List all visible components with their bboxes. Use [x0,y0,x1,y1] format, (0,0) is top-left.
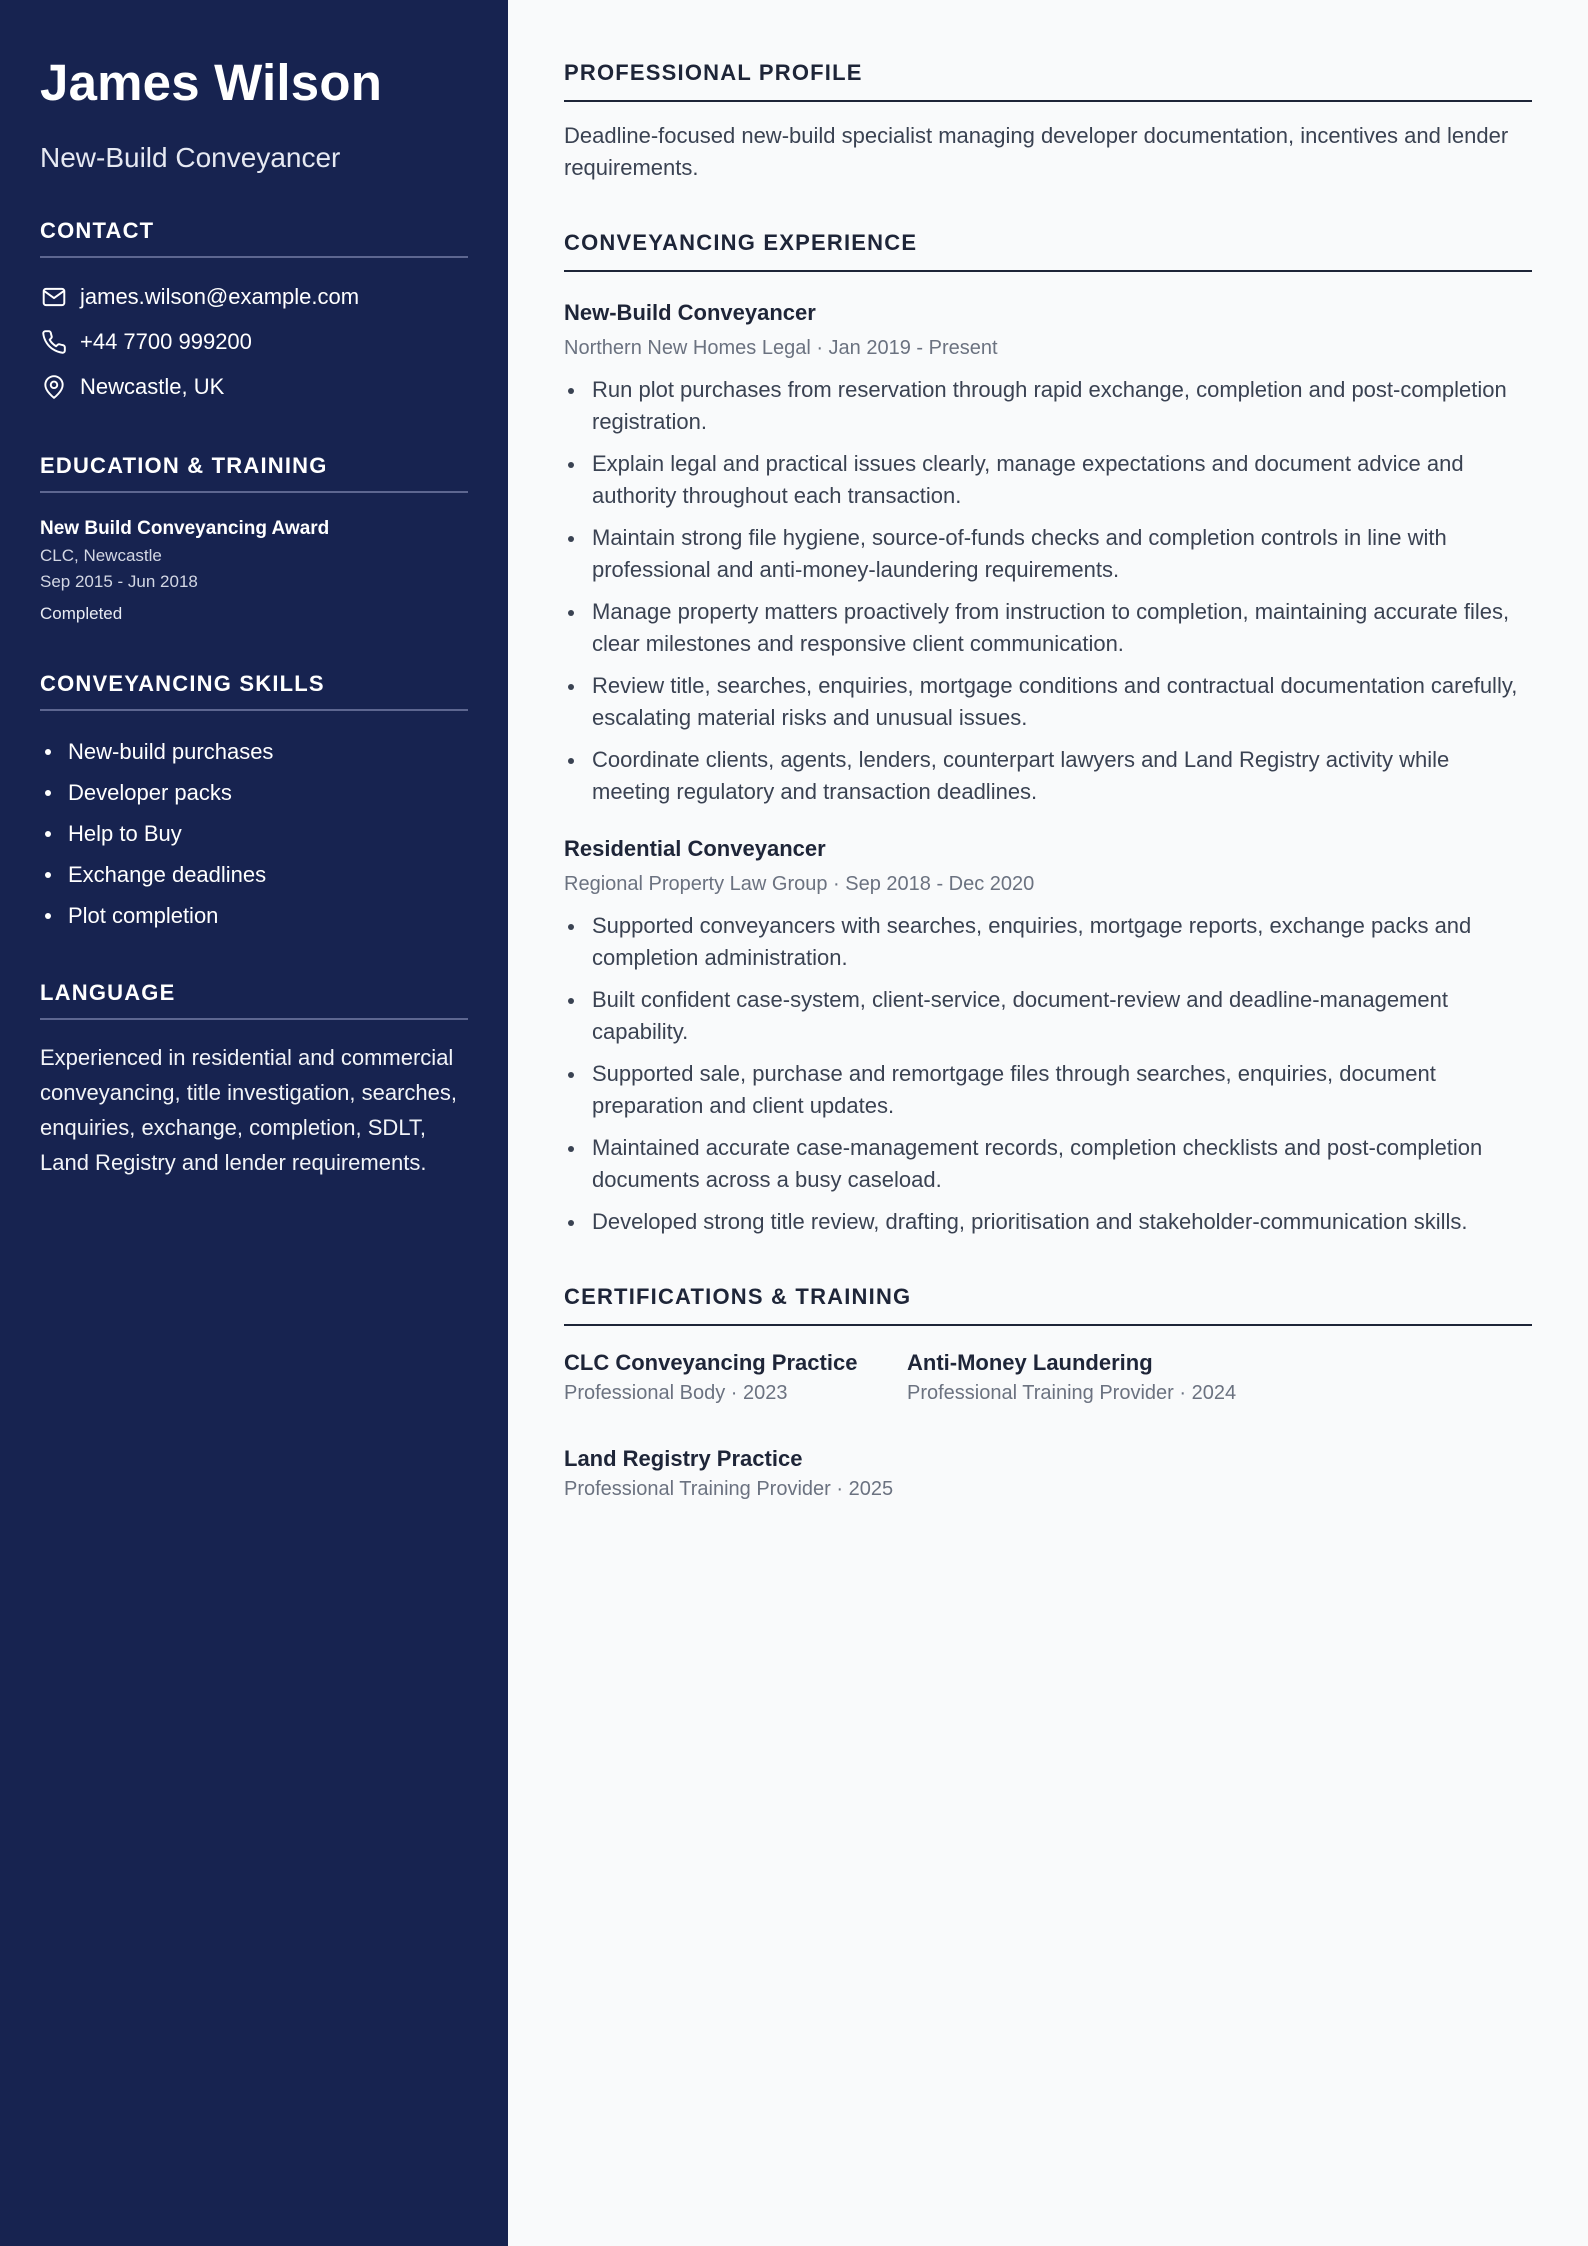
certification-name: CLC Conveyancing Practice [564,1350,858,1375]
list-item: Review title, searches, enquiries, mortgage conditions and contractual documentation carefully, escalating material risks and unusual issues. [564,670,1532,734]
list-item: Help to Buy [40,813,468,854]
location-text: Newcastle, UK [80,373,225,399]
main-content [508,0,1588,2246]
certification-name: Land Registry Practice [564,1446,803,1471]
job-title: Residential Conveyancer [564,836,826,861]
certification-item [907,1348,1307,1408]
list-item: Exchange deadlines [40,854,468,895]
phone-icon [40,328,68,356]
contact-location [40,364,468,409]
language-heading: LANGUAGE [40,978,468,1020]
skills-heading: CONVEYANCING SKILLS [40,669,468,711]
education-dates: Sep 2015 - Jun 2018 [40,572,198,591]
certifications-heading: CERTIFICATIONS & TRAINING [564,1282,1532,1326]
experience-heading: CONVEYANCING EXPERIENCE [564,228,1532,272]
sidebar [0,0,508,2246]
mail-icon [40,283,68,311]
contact-list [40,274,468,409]
certification-meta: Professional Training Provider · 2024 [907,1382,1237,1404]
email-text: james.wilson@example.com [80,283,360,309]
education-title: New Build Conveyancing Award [40,518,330,539]
job-bullets [564,910,1532,1238]
certification-meta: Professional Training Provider · 2025 [564,1478,894,1500]
list-item: Supported conveyancers with searches, enquiries, mortgage reports, exchange packs and completion administration. [564,910,1532,974]
contact-heading: CONTACT [40,216,468,258]
job-entry [564,834,1532,1238]
list-item: Explain legal and practical issues clearly, manage expectations and document advice and authority throughout each transaction. [564,448,1532,512]
list-item: New-build purchases [40,731,468,772]
job-title: New-Build Conveyancer [564,300,816,325]
contact-phone[interactable] [40,319,468,364]
list-item: Supported sale, purchase and remortgage files through searches, enquiries, document preparation and client updates. [564,1058,1532,1122]
job-entry [564,298,1532,808]
education-status: Completed [40,604,123,623]
list-item: Manage property matters proactively from instruction to completion, maintaining accurate files, clear milestones and responsive client communication. [564,596,1532,660]
skills-list [40,731,468,936]
job-meta: Northern New Homes Legal · Jan 2019 - Present [564,337,998,359]
list-item: Developed strong title review, drafting, prioritisation and stakeholder-communication skills. [564,1206,1532,1238]
list-item: Plot completion [40,895,468,936]
list-item: Developer packs [40,772,468,813]
job-bullets [564,374,1532,808]
list-item: Coordinate clients, agents, lenders, counterpart lawyers and Land Registry activity while meeting regulatory and transaction deadlines. [564,744,1532,808]
list-item: Maintain strong file hygiene, source-of-funds checks and completion controls in line with professional and anti-money-laundering requirements. [564,522,1532,586]
certifications-grid [564,1348,1532,1504]
certification-name: Anti-Money Laundering [907,1350,1153,1375]
certification-item [564,1444,907,1504]
education-heading: EDUCATION & TRAINING [40,451,468,493]
profile-heading: PROFESSIONAL PROFILE [564,58,1532,102]
list-item: Maintained accurate case-management records, completion checklists and post-completion documents across a busy caseload. [564,1132,1532,1196]
language-text: Experienced in residential and commercial conveyancing, title investigation, searches, enquiries, exchange, completion, SDLT, Land Registry and lender requirements. [40,1045,458,1175]
list-item: Run plot purchases from reservation through rapid exchange, completion and post-completion registration. [564,374,1532,438]
list-item: Built confident case-system, client-service, document-review and deadline-management capability. [564,984,1532,1048]
job-title-header: New-Build Conveyancer [40,142,341,173]
map-pin-icon [40,373,68,401]
candidate-name: James Wilson [40,54,383,111]
phone-text: +44 7700 999200 [80,328,252,354]
profile-text: Deadline-focused new-build specialist managing developer documentation, incentives and lender requirements. [564,123,1509,180]
certification-meta: Professional Body · 2023 [564,1382,788,1404]
certification-item [564,1348,907,1408]
contact-email[interactable] [40,274,468,319]
education-entry [40,515,468,627]
job-meta: Regional Property Law Group · Sep 2018 - Dec 2020 [564,873,1035,895]
education-institution: CLC, Newcastle [40,546,162,565]
